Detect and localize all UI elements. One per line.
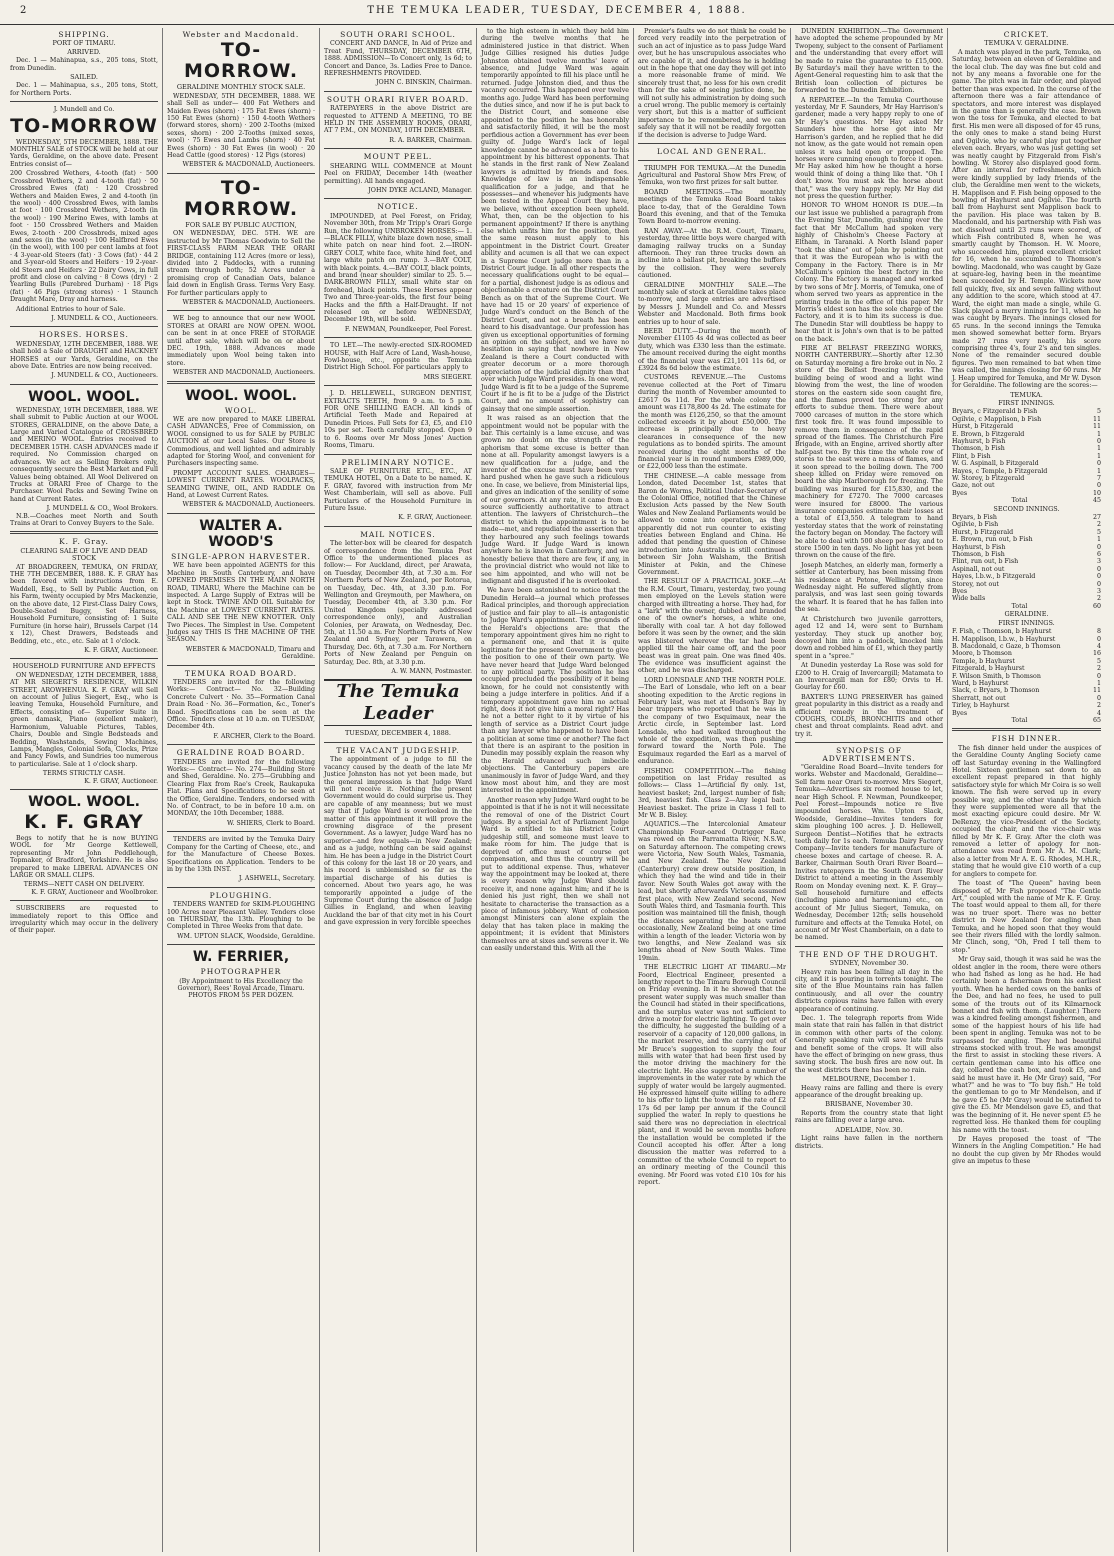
signature: J. MUNDELL & CO., Auctioneers. (51, 315, 158, 322)
runs: 2 (1096, 595, 1101, 603)
divider (324, 91, 472, 92)
issue-date: TUESDAY, DECEMBER 4, 1888. (345, 729, 451, 738)
heading: WOOL. (224, 405, 258, 415)
batsman: Byes (952, 709, 968, 717)
divider (10, 900, 158, 901)
dateline: BRISBANE, November 30. (825, 1100, 913, 1109)
column-6 (791, 28, 948, 1552)
batsman: Gaze, not out (952, 482, 995, 490)
news-item: Heavy rain has been falling all day in the city, and it is pouring in torrents tonight. The site of the Blue Mountains rain has fallen continuously, and all over the country districts copious rains have fallen with every appearance of continuing. (795, 968, 943, 1013)
dateline: SYDNEY, November 30. (829, 959, 909, 968)
runs: 4 (1096, 642, 1101, 650)
scorecard-row (952, 460, 1101, 467)
news-item: BAXTER'S LUNG PRESERVER has gained great popularity in this district as a ready and efficient remedy in the treatment of COUGHS, COLDS, BRONCHITIS and other chest and throat complaints. Read advt. and try it. (795, 693, 943, 738)
batsman: Ward, b Hayhurst (952, 679, 1009, 687)
news-item: At Christchurch two juvenile garrotters, aged 12 and 14, were sent to Burnham yesterday. They stuck up another boy, decoyed him into a paddock, knocked him down and robbed him of £1, which they partly spent in a "spree." (795, 615, 943, 660)
scorecard-row (952, 573, 1101, 580)
signature: WEBSTER & MACDONALD, Auctioneers. (182, 298, 315, 306)
runs: 2 (1096, 702, 1101, 710)
signature: F. NEWMAN, Poundkeeper, Peel Forest. (344, 325, 472, 333)
column-5 (634, 28, 791, 1552)
signature: WEBSTER & MACDONALD, Auctioneers. (182, 161, 315, 169)
runs: 1 (1096, 445, 1101, 453)
scorecard-row (952, 581, 1101, 588)
divider (167, 310, 315, 311)
news-item: GERALDINE MONTHLY SALE.—The monthly sale of stock at Geraldine takes place to-morrow, and large entries are advertised by Messrs J. Mundell and Co. and Messrs Webster and Macdonald. Both firms book entries up to hour of sale. (638, 281, 786, 326)
runs: 8 (1096, 628, 1101, 636)
scorecard-row (952, 710, 1101, 717)
runs: 5 (1096, 408, 1101, 416)
news-item: Dec. 1. The telegraph reports from Wide main state that rain has fallen in that district in common with other parts of the colony. Generally speaking rain will save late fruits and benefit some of the crops. It will also have the effect of bringing on new grass, thus saving stock. The bush fires are now out. In the west districts there has been no rain. (795, 1015, 943, 1074)
batsman: F. Fish, c Thomson, b Hayhurst (952, 628, 1052, 636)
divider (10, 789, 158, 790)
text: TENDERS WANTED for SKIM-PLOUGHING 100 Acres near Pleasant Valley. Tenders close on THURSDAY, the 13th. Ploughing to be Completed in Three Weeks from that date. (167, 901, 315, 931)
batsman: Thomson, b Fish (952, 551, 1005, 559)
text: TENDERS are invited for the following Works:— Contract— No. 32—Building Concrete Culvert · No. 35—Formation Canal Drain Road · No. 36—Formation, &c., Toner's Road. Specifications can be seen at the Office. Tenders close at 10 a.m. on TUESDAY, December 4th. (167, 678, 315, 731)
newspaper-nameplate: The Temuka Leader (324, 679, 472, 726)
divider (167, 944, 315, 945)
signature: J. ASHWELL, Secretary. (238, 875, 315, 883)
news-item: BOARD MEETINGS.—The monthly meetings of the Temuka Road Board takes place to-day, that of the Geraldine Town Board this evening, and that of the Temuka Town Board to-morrow evening. (638, 188, 786, 226)
divider (324, 742, 472, 743)
scorecard-row (952, 650, 1101, 657)
runs: 1 (1096, 467, 1101, 475)
display-heading: TO-MORROW. (183, 39, 299, 83)
page-masthead (0, 0, 1114, 25)
runs: 7 (1096, 474, 1101, 482)
runs: 0 (1096, 565, 1101, 573)
heading: CRICKET. (1003, 30, 1050, 39)
heading: THE END OF THE DROUGHT. (799, 949, 939, 959)
column-1 (6, 28, 163, 1552)
scorecard-row (952, 475, 1101, 482)
batsman: Aspinall, not out (952, 565, 1005, 573)
divider (638, 160, 786, 161)
display-heading: K. F. GRAY (24, 810, 144, 833)
heading: LOCAL AND GENERAL. (657, 147, 767, 157)
synopsis-text: "Geraldine Road Board—Invite tenders for works. Webster and Macdonald, Geraldine—Sell farm near Orari to-morrow. Mrs Siegert, Temuka—Advertises six roomed house to let, near High School. F. Newman, Poundkeeper, Peel Forest—Impounds notice re five impounded horses. Wm. Upton Slack, Woodside, Geraldine—Invites tenders for skim ploughing 100 acres. J. D. Hellewell, Surgeon Dentist—Notifies that he extracts teeth daily for 1s each. Temuka Dairy Factory Company—Invite tenders for manufacture of cheese boxes and cartage of cheese. R. A. Barker, Chairman South Orari River Board—Invites ratepayers in the South Orari River District to attend a meeting in the Assembly Room on Monday evening next. K. F. Gray—Sell household furniture and effects (including piano and harmonium) etc., on account of Mr Julius Siegert, Temuka, on Wednesday, December 12th; sells household furniture and effects at the Temuka Hotel, on account of Mr West Chamberlain, on a date to be named. (795, 764, 943, 942)
text: WE beg to announce that our new WOOL STORES at ORARI are NOW OPEN. WOOL can be sent in at once FREE of STORAGE until after sale, which will be on or about DEC. 19th, 1888. Advances made immediately upon Wool being taken into store. (167, 315, 315, 367)
runs: 0 (1096, 580, 1101, 588)
dateline: ADELAIDE, Nov. 30. (835, 1125, 903, 1134)
batsman: Storey, not out (952, 580, 999, 588)
batsman: Bryars, b Fish (952, 514, 997, 521)
divider (324, 454, 472, 455)
news-item: A REPARTEE.—In the Temuka Courthouse yesterday, Mr F. Saunders, Mr Hay Harrison's gardener, made a very happy reply to one of Mr Hay's questions. Mr Hay asked Mr Saunders how the horse got into Mr Harrison's garden, and he replied that he did not know, as the gate would not remain open unless it was held open or propped. The horses were cunning enough to force it open. Mr Hay asked him how he thought a horse would think of doing a thing like that. "Oh I don't know. You must ask the horse about that," was the very happy reply. Mr Hay did not press the question further. (795, 96, 943, 200)
batsman: Bryars, c Fitzgerald b Fish (952, 408, 1038, 416)
text: WE are now prepared to MAKE LIBERAL CASH ADVANCES, Free of Commission, on WOOL consigned to us for SALE by PUBLIC AUCTION at our Local Sales. Our Store is Commodious, and well lighted and admirably adapted for Storing Wool, and convenient for Purchasers inspecting same. (167, 416, 315, 468)
heading: MOUNT PEEL. (363, 152, 433, 162)
text: ON WEDNESDAY, 12TH DECEMBER, 1888, AT MR SIEGERT'S RESIDENCE, WILKIN STREET, AROWHENUA. K. F. GRAY will Sell on account of Julius Siegert, Esq., who is leaving Temuka, Household Furniture, and Effects, consisting of— Superior Suite in green damask, Piano (excellent maker), Harmonium, Valuable Pictures, Tables, Chairs, Double and Single Bedsteads and Bedding, Washstands, Sewing Machines, Lamps, Mangles, Colonial Sofa, Clocks, Prize and Fancy Fowls, and Sundries too numerous to particularise. Sale at 1 o'clock sharp. (10, 671, 158, 768)
news-item: THE CHINESE.—A cable message from London, dated December 1st, states that Baron de Worms, Political Under-Secretary of the Colonial Office, notified that the Chinese Exclusion Acts passed by the New South Wales and New Zealand Parliaments would be allowed to come into operation, as they apparently did not run counter to existing treaties between England and China. He added that pending the question of Chinese introduction into Australia is still continued between Sir John Walsham, the British Minister at Pekin, and the Chinese Government. (638, 472, 786, 577)
scorecard-row (952, 566, 1101, 573)
signature: MRS SIEGERT. (423, 373, 472, 381)
divider (324, 198, 472, 199)
signature: J. MUNDELL & CO., Auctioneers. (51, 372, 158, 380)
batsman: Byes (952, 489, 968, 497)
text: TO LET.—The newly-erected SIX-ROOMED HOUSE, with Half Acre of Land, Wash-house, Fowl-house, etc., opposite the Temuka District High School. For particulars apply to (324, 342, 472, 372)
heading: K. F. Gray. (59, 537, 109, 547)
scorecard-row (952, 468, 1101, 475)
divider (324, 526, 472, 527)
batsman: Fitzgerald, b Hayhurst (952, 665, 1025, 673)
runs: 10 (1092, 489, 1101, 497)
text: WEDNESDAY, 5TH DECEMBER, 1888. WE shall Sell as under— 400 Fat Wethers and Maiden Ewes (shorn) · 175 Fat Ewes (shorn) · 150 Fat Ewes (shorn) · 150 4-tooth Wethers (forward stores, shorn) · 200 2-Tooths (mixed sexes, shorn) · 200 2-Tooths (mixed sexes, wool) · 75 Ewes and Lambs (shorn) · 40 Fat Ewes (shorn) · 30 Fat Ewes (in wool) · 20 Head Cattle (good stores) · 12 Pigs (stores) (167, 92, 315, 160)
heading: SOUTH ORARI RIVER BOARD. (326, 94, 470, 104)
divider (10, 101, 158, 102)
news-item: THE ELECTRIC LIGHT AT TIMARU.—Mr Foord, Electrical Engineer, presented a lengthy report to the Timaru Borough Council on Friday evening. In it he showed that the present water supply was much smaller than the Council had stated in their specifications, and the surplus water was not sufficient to drive a motor for electric lighting. To get over the difficulty, he suggested the building of a reservoir of a capacity of 120,000 gallons, in the market reserve, and the carrying out of Mr Bruce's suggestion to supply the four mills with water that had been first used by the motor driving the machinery for the electric light. He also suggested a number of improvements in the water rate by which the supply of water would be largely augmented. He expressed himself quite willing to adhere to his offer to light the town at the rate of £2 17s 6d per lamp per annum if the Council supplied the water. In reply to questions he said there was no depreciation in electrical plant, and it would be seven months before the installation would be completed if the Council accepted his offer. After a long discussion the matter was referred to a committee of the whole Council to report to an ordinary meeting of the Council this evening. Mr Foord was voted £10 10s for his report. (638, 964, 786, 1186)
text: TENDERS are invited by the Temuka Dairy Company for the Carting of Cheese, etc., and for the Manufacture of Cheese Boxes. Specifications on Application. Tenders to be in by the 13th INST. (167, 836, 315, 873)
news-item: The toast of "The Queen" having been disposed of, Mr Fish proposed "The Gentle Art," coupled with the name of Mr K. F. Gray. The toast would appeal to them all, for there was no truer sport. There was no better district in New Zealand for angling than Temuka, and he hoped soon that they would see their rivers filled with the lordly salmon. Mr Clinch, song, "Oh, Fred I tell them to stop." (952, 880, 1101, 954)
text: PROMPT ACCOUNT SALES. CHARGES—LOWEST CURRENT RATES. WOOLPACKS, SEAMING TWINE, OIL, AND RADDLE On Hand, at Lowest Current Rates. (167, 469, 315, 500)
subheading: FOR SALE BY PUBLIC AUCTION, (185, 220, 297, 229)
runs: 16 (1092, 650, 1101, 658)
batsman: Flint, b Fish (952, 452, 991, 460)
scorecard-row (952, 490, 1101, 497)
heading: THE VACANT JUDGESHIP. (336, 745, 460, 755)
runs: 5 (1096, 657, 1101, 665)
text: N.B.—Coaches meet North and South Trains at Orari to Convey Buyers to the Sale. (10, 512, 158, 527)
scorecard-row (952, 438, 1101, 445)
text: WE have been appointed AGENTS for this Machine in South Canterbury, and have OPENED PREMISES IN THE MAIN NORTH ROAD, TIMARU, Where the Machine can be inspected. A Large Supply of Extras will be kept in Stock. TWINE AND OIL Suitable for the Machine at LOWEST CURRENT RATES. CALL AND SEE THE NEW KNOTTER. Only Two Pieces. The Simplest in Use. Competent Judges say THIS IS THE MACHINE OF THE SEASON. (167, 562, 315, 644)
news-item: RAN AWAY.—At the R.M. Court, Timaru, yesterday, three little boys were charged with damaging railway trucks on a Sunday afternoon. They ran three trucks down an incline into a ballast pit, breaking the buffers by the collision. They were severely cautioned. (638, 227, 786, 280)
innings-heading: SECOND INNINGS. (993, 504, 1060, 513)
batsman: W. G. Aspinall, b Fitzgerald (952, 460, 1039, 468)
team-heading: GERALDINE. (1004, 610, 1049, 619)
runs: 11 (1092, 415, 1101, 423)
column-4 (477, 28, 634, 1552)
divider (10, 384, 158, 385)
text: RATEPAYERS in the above District are requested to ATTEND A MEETING, TO BE HELD IN THE ASSEMBLY ROOMS, ORARI, AT 7 P.M., ON MONDAY, 10TH DECEMBER. (324, 105, 472, 135)
signature: JOHN C. BINSKIN, Chairman. (376, 79, 472, 87)
signature: K. F. GRAY, Auctioneer and Woolbroker. (31, 888, 158, 896)
editorial-text: It was raised as an objection that the appointment would not be popular with the bar. This certainly is a lame excuse, and was grown no doubt on the strength of the aphorism that some excuse is better than none at all. Popularity amongst lawyers is a new qualification for a judge, and the inventor of the excuse must have been very hard pushed when he gave such a ridiculous one. In case, we believe, from Ministerial lips, and gives an indication of the senility of some of our governors. At any rate, it came from a source sufficiently authoritative to attract attention. The lawyers of Christchurch—the district to which the appointment is to be made—met, and repudiated the assertion that they harboured any such feelings towards Judge Ward. If Judge Ward is known anywhere he is known in Canterbury, and we honestly believe that there are few, if any, in the provincial district who would not like to see him appointed, and who will not be indignant and disgusted if he is overlooked. (481, 415, 629, 586)
runs: 0 (1096, 635, 1101, 643)
display-heading: WOOL. WOOL. (28, 388, 140, 405)
page-number: 2 (20, 5, 29, 16)
signature: WEBSTER & MACDONALD, Auctioneers. (182, 501, 315, 509)
heading: GERALDINE ROAD BOARD. (176, 748, 306, 758)
divider (795, 946, 943, 947)
news-item: Light rains have fallen in the northern districts. (795, 1135, 943, 1150)
text: (By Appointment to His Excellency the Governor), Rees' Royal Arcade, Timaru. PHOTOS FROM 5S PER DOZEN. (177, 977, 305, 1000)
scorecard-row (952, 482, 1101, 489)
heading: SOUTH ORARI SCHOOL. (340, 30, 456, 39)
display-heading: TO-MORROW (10, 114, 158, 137)
editorial-text: Premier's faults we do not think he could be forced very readily into the perpetration of such an act of injustice as to pass Judge Ward over, but he has unscrupulous associates who are capable of it, and doubtless he is holding out in the hope that one day they will get into a more reasonable frame of mind. We sincerely trust that, no less for his own credit than for the sake of seeing justice done, he will not sully his administration by doing such a cruel wrong. The public memory is certainly very short, but this is a matter of sufficient importance to be remembered, and we can safely say that it will not be readily forgotten if the decision is adverse to Judge Ward. (638, 28, 786, 139)
scorecard-table (952, 628, 1101, 724)
editorial-text: to the high esteem in which they held him during the twelve months that he administered justice in that district. When Judge Gillies resigned his duties Judge Johnston obtained twelve months' leave of absence, and Judge Ward was again temporarily appointed to fill his place until he returned. Judge Johnston died, and thus the vacancy occurred. This happened over twelve months ago. Judge Ward has been performing the duties since, and now if he is put back to the District Court, and someone else appointed to the position he has honorably and satisfactorily filled, it will be the most perfidious action a Government has ever been guilty of. Judge Ward's lack of legal knowledge cannot be advanced as a bar to his appointment by his bitterest opponents. That he stands in the first rank of New Zealand lawyers is admitted by friends and foes. Knowledge of law is an indispensable qualification for a judge, and that he possesses—and whenever his judgments have been tested in the Appeal Court they have, we believe, without exception been upheld. What, then, can be the objection to his permanent appointment? If there is anything else which unfits him for the position, then the same reason must apply to his appointment in the District Court. Greater ability and acumen is all that we can expect in a Supreme Court judge more than in a District Court judge. In all other respects the necessary qualifications ought to be equal—for a partial, dishonest judge is as odious and objectionable a creature on the District Court Bench as on that of the Supreme Court. We have had 15 or 20 years' of experience of Judge Ward's conduct on the Bench of the District Court, and not a breath has been heard to his disadvantage. Our profession has given us exceptional opportunities of forming an opinion on the subject, and we have no hesitation in saying that nowhere in New Zealand is there a Court conducted with greater decorum or a more thorough appreciation of the judicial dignity than that over which Judge Ward presides. In one word, Judge Ward is fit to be a judge of the Supreme Court if he is fit to be a judge of the District Court, and no amount of sophistry can gainsay that one simple assertion. (481, 28, 629, 413)
scorecard-table (952, 514, 1101, 610)
runs: 3 (1096, 588, 1101, 596)
scorecard-row (952, 558, 1101, 565)
scorecard-row (952, 445, 1101, 452)
text: IMPOUNDED, at Peel Forest, on Friday, November 30th, from Mr Tripp's Orari Gorge Run, the following UNBROKEN HORSES:— 1.—BLACK FILLY, white blaze down nose, small white patch on near hind foot. 2.—IRON-GREY COLT, white face, white hind feet, and large white patch on rump. 3.—BAY COLT, with black points. 4.—BAY COLT, black points, and brand (near shoulder) similar to 25. 5.—DARK-BROWN FILLY, small white star on forehead, black points. These Horses appear Two and Three-year-olds, the first four being Hacks and the fifth a Half-Draught. If not released on or before WEDNESDAY, December 19th, will be sold. (324, 212, 472, 324)
runs: 1 (1096, 452, 1101, 460)
batsman: Ogilvie, c Mapplison, b Fish (952, 415, 1042, 423)
scorecard-row (952, 514, 1101, 521)
subheading: PORT OF TIMARU. (52, 39, 116, 48)
runs: 4 (1096, 709, 1101, 717)
runs: 27 (1092, 514, 1101, 521)
heading: PHOTOGRAPHER (200, 967, 282, 977)
divider (952, 728, 1101, 731)
divider (167, 744, 315, 745)
signature: K. F. GRAY, Auctioneer. (398, 514, 472, 522)
scorecard-row (952, 636, 1101, 643)
heading: PLOUGHING. (209, 890, 273, 900)
scorecard-total: Total 45 (1011, 497, 1101, 505)
text: The letter-box will be cleared for despatch of correspondence from the Temuka Post Office to the undermentioned places as follow:— For Auckland, direct, per Arawata, on Tuesday, December 4th, at 7.30 a.m. For Northern Ports of New Zealand, per Rotorua, on Tuesday, Dec. 4th, at 3.30 p.m. For Wellington and Greymouth, per Mawhera, on Tuesday, December 4th, at 3.30 p.m. For United Kingdom (specially addressed correspondence only), and Australian Colonies, per Arawata, on Wednesday, Dec. 5th, at 11.50 a.m. For Northern Ports of New Zealand and Sydney, per Tarawera, on Thursday, Dec. 6th, at 7.30 a.m. For Northern Ports of New Zealand per Penguin on Saturday, Dec. 8th, at 3.30 p.m. (324, 540, 472, 666)
scorecard-row (952, 536, 1101, 543)
batsman: E. Brown, run out, b Fish (952, 536, 1033, 544)
subheading: GERALDINE MONTHLY STOCK SALE. (176, 83, 306, 92)
scorecard-row (952, 588, 1101, 595)
text: SHEARING WILL COMMENCE at Mount Peel on FRIDAY, December 14th (weather permitting). All hands engaged. (324, 162, 472, 185)
runs: 0 (1096, 672, 1101, 680)
divider (324, 148, 472, 149)
news-item: Joseph Matches, an elderly man, formerly a settler at Canterbury, has been missing from his residence at Petone, Wellington, since Wednesday night. He suffered slightly from paralysis, and was last seen going towards the wharf. It is feared that he has fallen into the sea. (795, 561, 943, 614)
batsman: E. Brown, b Fitzgerald (952, 430, 1025, 438)
runs: 6 (1096, 551, 1101, 559)
team-heading: TEMUKA. (1010, 390, 1043, 399)
stock-list: 200 Crossbred Wethers, 4-tooth (fat) · 500 Crossbred Wethers, 2 and 4-tooth (fat) · 50 Crossbred Ewes (fat) · 120 Crossbred Wethers and Maiden Ewes, 2 and 4-tooth (in the wool) · 400 Crossbred Ewes, with lambs at foot · 100 Crossbred Wethers, 2-tooth (in the wool) · 190 Merino Ewes, with lambs at foot · 150 Crossbred Wethers and Maiden Ewes, 2-tooth · 200 Crossbreds, mixed ages and sexes (in the wool) · 100 Halfbred Ewes (in the wool), with 100 per cent lambs at foot · 4 3-year-old Steers (fat) · 3 Cows (fat) · 44 2 and 3-year-old Steers and Heifers · 19 2-year-old Steers and Heifers · 22 Dairy Cows, in full profit and close on calving · 8 Cows (dry) · 2 Yearling Bulls (Purebred Durham) · 18 Pigs (fat) · 46 Pigs (strong stores) · 1 Staunch Draught Mare, Dray and harness. (10, 170, 158, 304)
batsman: Hayes, c Temple, b Fitzgerald (952, 467, 1048, 475)
text: ON WEDNESDAY, DEC. 5TH. WE are instructed by Mr Thomas Goodwin to Sell the FIRST-CLASS FARM NEAR THE ORARI BRIDGE, containing 112 Acres (more or less), divided into 2 Paddocks, with a running stream through both; 52 Acres under a promising crop of Canadian Oats, balance laid down in English Grass. Terms Very Easy. For further particulars apply to (167, 230, 315, 297)
scorecard-row (952, 658, 1101, 665)
heading: HORSES. HORSES. (39, 330, 129, 340)
signature: WEBSTER AND MACDONALD, Auctioneers. (173, 369, 315, 377)
batsman: F. Wilson Smith, b Thomson (952, 672, 1041, 680)
news-item: HONOR TO WHOM HONOR IS DUE.—In our last issue we published a paragraph from the Evening Star, Dunedin, gushing over the fact that Mr McCallum had spoken very highly of Chisholm's Cheese Factory at Eltham, in Taranaki. A North Island paper "took the shine" out of John by pointing out that it was the European who is with the Company in the Factory. There is in Mr McCallum's opinion the best factory in the Colony. The Factory is managed and worked by two sons of Mr J. Morris, of Temuka, one of whom served two years as apprentice in the printing trade in the office of this paper. Mr Morris's eldest son has the sole charge of the Factory, and it is to him its success is due. The Dunedin Star will doubtless be happy to hear that it is John's own that is to be patted on the back. (795, 202, 943, 343)
divider (324, 337, 472, 338)
signature: JOHN DYKE ACLAND, Manager. (368, 186, 472, 194)
divider (10, 531, 158, 534)
scorecard-row (952, 628, 1101, 635)
text: TENDERS are invited for the following Works:— Contract— No. 274—Building Store and Shed, Geraldine. No. 275—Grubbing and Clearing Flax from Rae's Creek, Raukapuka Flat. Plans and Specifications to be seen at the Office, Geraldine. Tenders, endorsed with No. of Contract, to be in before 10 a.m. on MONDAY, the 10th December, 1888. (167, 758, 315, 818)
scorecard-table (952, 408, 1101, 504)
text: J. D. HELLEWELL, SURGEON DENTIST, EXTRACTS TEETH, from 9 a.m. to 5 p.m. FOR ONE SHILLING EACH. All kinds of Artificial Teeth Made and Repaired at Dunedin Prices. Full Sets for £3, £5, and £10 10s per set. Teeth carefully stopped. Open 9 to 6. Rooms over Mr Moss Jones' Auction Rooms, Timaru. (324, 390, 472, 450)
scorecard-row (952, 423, 1101, 430)
scorecard-row (952, 408, 1101, 415)
text: WEDNESDAY, 19TH DECEMBER, 1888. WE shall submit to Public Auction at our WOOL STORES, GERALDINE, on the above Date, a Large and Varied Catalogue of CROSSBRED and MERINO WOOL. Entries received to DECEMBER 15TH. CASH ADVANCES made if required. No Commission charged on advances. We act as Selling Brokers only, consequently secure the Best Market and Full Values being obtained. All Wool Delivered on Trucks at ORARI Free of Charge to the Purchaser. Wool Packs and Sewing Twine on hand at Current Rates. (10, 406, 158, 503)
scorecard-row (952, 551, 1101, 558)
scorecard-row (952, 665, 1101, 672)
scorecard-row (952, 673, 1101, 680)
scorecard-row (952, 453, 1101, 460)
scorecard-row (952, 521, 1101, 528)
heading: SINGLE-APRON HARVESTER. (171, 551, 311, 561)
text: Begs to notify that he is now BUYING WOOL for Mr George Kettlewell, representing Mr John Peddlehough, Topmaker, of Bradford, Yorkshire. He is also prepared to make LIBERAL ADVANCES ON LARGE OR SMALL CLIPS. (10, 834, 158, 879)
batsman: Byes (952, 588, 968, 596)
scorecard-row (952, 695, 1101, 702)
column-3 (320, 28, 477, 1552)
runs: 0 (1096, 573, 1101, 581)
news-item: A match was played in the park, Temuka, on Saturday, between an eleven of Geraldine and the local club. The day was fine but cold and not by any means a favorable one for the game. The pitch was in fair order, and played better than was expected. In the course of the afternoon there was a fair attendance of spectators, and more interest was displayed in the game than is generally the case. Brown won the toss for Temuka, and elected to bat first. His men were all disposed of for 45 runs, the only ones to make a stand being Hurst and Ogilvie, who by careful play put together eleven each. Bryars, who was just getting set was neatly caught by Fitzgerald from Fish's bowling. W. Storey also displayed good form. After an interval for refreshments, which were kindly supplied by lady friends of the club, the Geraldine men went to the wickets, H. Mapplison and F. Fish being opposed to the bowling of Hayhurst and Ogilvie. The fourth ball from Hayhurst sent Mapplison back to the pavilion. His place was taken by B. Macdonald, and his partnership with Fish was not dissolved until 23 runs were scored, of which Fish contributed 8, when he was smartly caught by Thomson. H. W. Moore, who succeeded him, played excellent cricket for 16, when he succumbed to Thomson's bowling. Macdonald, who was caught by Gaze at square-leg, having been in the meantime been succeeded by H. Temple. Wickets now fell quickly, five, six and seven falling without any addition to the score, which stood at 47. Ward, the eight man made a single, while G. Slack played a merry innings for 11, when he was caught by Bryars. The innings closed for 65 runs. In the second innings the Temuka men showed somewhat better form. Bryars made 27 runs very neatly, his score comprising three 4's, four 2's and ten singles. None of the remainder secured double figures. Two men remained to bat when time was called, the innings closing for 60 runs. Mr J. Heap umpired for Temuka, and Mr W. Dyson for Geraldine. The following are the scores:— (952, 48, 1101, 390)
columns (6, 28, 1108, 1552)
heading: NOTICE. (377, 202, 419, 212)
runs: 11 (1092, 423, 1101, 431)
scorecard-row (952, 687, 1101, 694)
news-item: LORD LONSDALE AND THE NORTH POLE.—The Earl of Lonsdale, who left on a bear shooting expedition to the Arctic regions in February last, was met at Hudson's Bay by bear trappers who reported that he was in the company of two Esquimaux, near the Arctic circle, in September last. Lord Lonsdale, who had walked throughout the whole of the expedition, was then pushing forward toward the North Pole. The Esquimaux regarded the Earl as a marvel of endurance. (638, 676, 786, 766)
display-heading: TO-MORROW. (183, 176, 299, 220)
subheading: CLEARING SALE OF LIVE AND DEAD STOCK (20, 546, 148, 563)
batsman: Wide balls (952, 595, 986, 603)
heading: FISH DINNER. (991, 734, 1062, 744)
advertiser: J. Mundell and Co. (53, 105, 115, 114)
news-item: The fish dinner held under the auspices of the Geraldine County Angling Society came off last Saturday evening in the Wallingford Hotel. Sixteen gentlemen sat down to an excellent repast prepared in that highly satisfactory style for which Mr Coira is so well known. The fish were served up in every possible way, and the other viands by which they were supplemented were all that the most exacting epicure could desire. Mr W. DeRenzy, the vice-President of the Society, occupied the chair, and the vice-chair was filled by Mr K. F. Gray. After the cloth was removed a letter of apology for non-attendance was read from Mr A. M. Clark; also a letter from Mr A. E. G. Rhodes, M.H.R., stating that he would give £10 worth of a cup for anglers to compete for. (952, 744, 1101, 878)
news-item: FIRE AT BELFAST FREEZING WORKS, NORTH CANTERBURY.—Shortly after 12.30 on Saturday morning a fire broke out in No. 2 store of the Belfast freezing works. The building being of wood and a light wind blowing from the west, the line of wooden stores on the eastern side soon caught fire, and the flames proved too strong for any efforts to subdue them. There were about 7000 carcases of mutton in the store which first took fire. It was found impossible to remove them in consequence of the rapid spread of the flames. The Christchurch Fire Brigade, with an Engine, arrived shortly after half-past two. By this time the whole row of stores to the east were a mass of flames, and it soon spread to the boiling down. The 700 sheep killed on Friday were removed on board the ship Marlborough for freezing. The building was insured for £15,830, and the machinery for £7270. The 7000 carcases were insured for £8000. The various insurance companies estimate their losses at a total of £13,550. A telegram to hand yesterday states that the work of reinstating the factory began on Monday. The factory will be able to deal with 500 sheep per day, and to store 1500 in ten days. No light has yet been thrown on the cause of the fire. (795, 345, 943, 560)
divider (795, 742, 943, 743)
text: Dec. 1 — Mahinapua, s.s., 205 tons, Stott, for Northern Ports. (10, 82, 158, 97)
innings-heading: FIRST INNINGS. (998, 618, 1055, 627)
notice: SUBSCRIBERS are requested to immediately report to this Office and irregularity which may occur in the delivery of their paper. (10, 905, 158, 935)
dateline: MELBOURNE, December 1. (822, 1075, 916, 1084)
scorecard-row (952, 416, 1101, 423)
batsman: Sherratt, not out (952, 694, 1006, 702)
heading: TEMUKA ROAD BOARD. (184, 668, 298, 678)
scorecard-row (952, 529, 1101, 536)
scorecard-total: Total 65 (1011, 716, 1101, 724)
signature: K. F. GRAY, Auctioneer. (84, 647, 158, 655)
subheading: SAILED. (70, 73, 98, 82)
runs: 0 (1096, 694, 1101, 702)
batsman: Hayhurst, b Fish (952, 543, 1006, 551)
batsman: Thomson, b Fish (952, 445, 1005, 453)
runs: 2 (1096, 665, 1101, 673)
divider (167, 381, 315, 384)
news-item: At Dunedin yesterday La Rose was sold for £200 to H. Craig of Invercargill; Matamata to an Invercargill man for £80; Orvis to H. Gourlay for £60. (795, 662, 943, 692)
signature: R. A. BARKER, Chairman. (389, 136, 472, 144)
signature: W. SHIERS, Clerk to Board. (226, 819, 315, 827)
editorial-text: We have been astonished to notice that the Dunedin Herald—a journal which professes Radical principles, and thorough appreciation of justice and fair play to all—is antagonistic to Judge Ward's appointment. The grounds of the Herald's objections are: that the temporary appointment gives him no right to a permanent one, and that it is quite legitimate for the present Government to give the position to one of their own party. We have never heard that Judge Ward belonged to any political party. The position he has occupied precluded the possibility of it being known, for he could not consistently with being a judge interfere in politics. And if a temporary appointment gave him no actual right, does it not give him a moral right? Has he not a better right to it by virtue of his length of service as a District Court judge than any lawyer who happened to have been a politician at some time or another? The fact that there is an aspirant to the position in Dunedin may possibly explain the reason why the Herald advanced such imbecile objections. The Canterbury papers are unanimously in favor of Judge Ward, and they know most about him, and they are most interested in the appointment. (481, 587, 629, 795)
display-heading: WOOL. WOOL. (28, 793, 140, 810)
batsman: Hayes, l.b.w., b Fitzgerald (952, 573, 1036, 581)
runs: 0 (1096, 437, 1101, 445)
scorecard-row (952, 643, 1101, 650)
batsman: W. Storey, b Fitzgerald (952, 474, 1025, 482)
subheading: ARRIVED. (67, 47, 101, 56)
text: Additional Entries to hour of Sale. (16, 305, 126, 313)
runs: 5 (1096, 528, 1101, 536)
news-item: CUSTOMS REVENUE.—The Customs revenue collected at the Port of Timaru during the month of November amounted to £2617 0s 11d. For the whole colony the amount was £178,800 4s 2d. The estimate for the month was £126,250, so that the amount collected exceeds it by about £50,000. The increase is principally due to heavy clearances in consequence of the new regulations as to bonded spirits. The amount received during the eight months of the financial year is in round numbers £989,000, or £22,000 less than the estimate. (638, 374, 786, 471)
signature: WEBSTER & MACDONALD, Timaru and Geraldine. (185, 645, 315, 661)
divider (638, 143, 786, 144)
batsman: Temple, b Hayhurst (952, 657, 1015, 665)
divider (324, 385, 472, 386)
divider (167, 173, 315, 174)
news-item: BEER DUTY.—During the month of November £1105 4s 4d was collected as beer duty, which was £330 less than the estimate. The amount received during the eight months of the financial year was £21,101 11s 6d, or £3924 8s 6d below the estimate. (638, 328, 786, 373)
news-item: Reports from the country state that light rains are falling over a large area. (795, 1109, 943, 1125)
text: SALE OF FURNITURE ETC., ETC., AT TEMUKA HOTEL, On a Date to be named. K. F. GRAY, favored with instruction from Mr West Chamberlain, will sell as above. Full Particulars of the Household Furniture in Future Issue. (324, 467, 472, 512)
batsman: Slack, c Bryars, b Thomson (952, 687, 1040, 695)
scorecard-row (952, 680, 1101, 687)
batsman: Ogilvie, b Fish (952, 521, 999, 529)
display-heading: WALTER A. WOOD'S (199, 517, 283, 550)
runs: 2 (1096, 521, 1101, 529)
innings-heading: FIRST INNINGS. (998, 398, 1055, 407)
heading: PRELIMINARY NOTICE. (341, 457, 455, 467)
heading: Webster and Macdonald. (182, 30, 300, 39)
scorecard-row (952, 595, 1101, 602)
news-item: FISHING COMPETITION.—The fishing competition on last Friday resulted as follows:— Class 1—Artificial fly only. 1st, heaviest basket; 2nd, largest number of fish; 3rd, heaviest fish. Class 2—Any legal bait. Heaviest basket. The prize in Class 1 fell to Mr W. B. Bisley. (638, 767, 786, 820)
heading: SYNOPSIS OF ADVERTISEMENTS. (822, 746, 916, 763)
heading: SHIPPING. (58, 30, 110, 39)
display-heading: WOOL. WOOL. (185, 387, 297, 404)
scorecard-row (952, 431, 1101, 438)
scorecard-row (952, 702, 1101, 709)
subheading: TEMUKA V. GERALDINE. (984, 39, 1069, 48)
batsman: Hurst, b Fitzgerald (952, 528, 1014, 536)
runs: 11 (1092, 687, 1101, 695)
terms: TERMS—NETT CASH ON DELIVERY. (23, 881, 145, 889)
heading: MAIL NOTICES. (360, 529, 436, 539)
batsman: Moore, b Thomson (952, 650, 1012, 658)
text: CONCERT AND DANCE, In Aid of Prize and Treat Fund, THURSDAY, DECEMBER 6TH, 1888. ADMISSION—To Concert only, 1s 6d; to Concert and Dance, 3s. Ladies Free to Dance. REFRESHMENTS PROVIDED. (324, 40, 472, 78)
editorial-text: Another reason why Judge Ward ought to be appointed is that if he is not it will necessitate the removal of one of the District Court judges. By a special Act of Parliament Judge Ward is entitled to his District Court judgeship still, and someone must leave to make room for him. The judge that is deprived of office must of course get compensation, and thus the country will be put to additional expense. Thus, whatever way the appointment may be looked at, there is every reason why Judge Ward should receive it, and none against him; and if he is denied his just right, then we shall not hesitate to characterise the transaction as a piece of infamous jobbery. Want of cohesion amongst Ministers can alone explain the delay that has taken place in making the appointment; it is evident that Ministers themselves are at sixes and sevens over it. We can easily understand this. With all the (481, 796, 629, 952)
masthead-title: THE TEMUKA LEADER, TUESDAY, DECEMBER 4, 1888. (367, 5, 747, 16)
divider (167, 887, 315, 888)
divider (167, 665, 315, 666)
text: WEDNESDAY, 12TH DECEMBER, 1888. WE shall hold a Sale of DRAUGHT and HACKNEY HORSES at our Yards, Geraldine, on the above Date. Entries are now being received. (10, 340, 158, 371)
news-item: Mr Gray said, though it was said he was the oldest angler in the room, there were others who had fished as long as he had. He had certainly been a fisherman from his earliest youth. When he herded cows on the banks of the Dee, and had no fees, he used to pull some of the trouts out of its Kilmarnock bonnet and fish with them. (Laughter.) There was a kindred feeling amongst fishermen, and some of the happiest hours of his life had been spent in angling. Temuka was not to be surpassed for angling. They had beautiful streams stocked with trout. He was amongst the first to assist in stocking these rivers. A certain gentleman came into his office one day, collared the cash box, and took £5, and said he must have it. He (Mr Gray) said, "For what?" and he was to "To buy fish." He told the gentleman to go to Mr Mendelson, and if he gave £5 he (Mr Gray) would be satisfied to give the £5. Mr Mendelson gave £5, and that was the beginning of it. He never spent £5 he regretted less. He thanked them for coupling his name with the toast. (952, 956, 1101, 1134)
news-item: Dr Hayes proposed the toast of "The Winners in the Angling Competition." He had no doubt the cup given by Mr Rhodes would give an impetus to these (952, 1135, 1101, 1166)
news-item: Heavy rains are falling and there is every appearance of the drought breaking up. (795, 1084, 943, 1100)
scorecard-row (952, 544, 1101, 551)
runs: 0 (1096, 460, 1101, 468)
subheading: HOUSEHOLD FURNITURE AND EFFECTS (12, 662, 156, 671)
divider (10, 326, 158, 327)
runs: 3 (1096, 558, 1101, 566)
runs: 1 (1096, 430, 1101, 438)
signature: WM. UPTON SLACK, Woodside, Geraldine. (177, 932, 315, 940)
divider (10, 658, 158, 659)
scorecard-total: Total 60 (1011, 602, 1101, 610)
text: WEDNESDAY, 5TH DECEMBER, 1888. THE MONTHLY SALE of STOCK will be held at our Yards, Geraldine, on the above date. Present Entries consist of— (10, 138, 158, 168)
batsman: Hurst, b Fitzgerald (952, 423, 1014, 431)
signature: J. MUNDELL & CO., Wool Brokers. (46, 505, 158, 513)
text: AT BROADGREEN, TEMUKA, ON FRIDAY, THE 7TH DECEMBER, 1888. K. F. GRAY has been favored with instructions from E. Waddell, Esq., to Sell by Public Auction, on his Farm, twenty occupied by Mrs Mackenzie, on the above date, 12 First-Class Dairy Cows, Double-Seated Buggy, Set Harness, Household Furniture, consisting of: 1 Suite Furniture (in horse hair), Brussels Carpet (14 x 12), Chest Drawers, Bedsteads and Bedding, etc., etc., etc. Sale at 1 o'clock. (10, 563, 158, 645)
text: Dec. 1 — Mahinapua, s.s., 205 tons, Stott, from Dunedin. (10, 57, 158, 72)
runs: 1 (1096, 679, 1101, 687)
batsman: Hayhurst, b Fish (952, 437, 1006, 445)
news-item: TRIUMPH FOR TEMUKA.—At the Dunedin Agricultural and Pastoral Show Mrs Frew, of Temuka, won two first prizes for salt butter. (638, 164, 786, 187)
runs: 0 (1096, 543, 1101, 551)
display-heading: W. FERRIER, (192, 949, 290, 966)
signature: A. W. MANN, Postmaster. (391, 668, 472, 676)
column-2 (163, 28, 320, 1552)
divider (167, 831, 315, 832)
batsman: Flint, run out, b Fish (952, 558, 1019, 566)
batsman: Tirley, b Hayhurst (952, 702, 1010, 710)
signature: F. ARCHER, Clerk to the Board. (213, 732, 315, 740)
news-item: DUNEDIN EXHIBITION.—The Government have adopted the scheme propounded by Mr Twopeny, subject to the consent of Parliament and the understanding that every effort will be made to raise the guarantee to £15,000. By Saturday's mail they have written to the Agent-General requesting him to ask that the British loan collection of pictures be forwarded to the Dunedin Exhibition. (795, 28, 943, 95)
runs: 1 (1096, 536, 1101, 544)
runs: 0 (1096, 482, 1101, 490)
editorial-text: The appointment of a judge to fill the vacancy caused by the death of the late Mr Justice Johnston has not yet been made, but the general impression is that Judge Ward will not receive it. Nothing the present Government would do could surprise us. They are capable of any meanness; but we must say that if Judge Ward is overlooked in the matter of this appointment it will prove the crowning disgrace of the present Government. As a lawyer, Judge Ward has no superior—and few equals—in New Zealand; and as a judge, nothing can be said against him. He has been a judge in the District Court of this colony for the last 18 or 20 years, and his record is unblemished so far as the impartial discharge of his duties is concerned. About two years ago, he was temporarily appointed a judge of the Supreme Court during the absence of Judge Gillies in England, and when leaving Auckland the bar of that city met in his Court and gave expression in very forcible speeches (324, 756, 472, 927)
signature: K. F. GRAY, Auctioneer. (84, 777, 158, 785)
divider (167, 513, 315, 514)
column-7 (948, 28, 1105, 1552)
batsman: B. Macdonald, c Gaze, b Thomson (952, 642, 1061, 650)
terms: TERMS STRICTLY CASH. (42, 770, 126, 778)
news-item: AQUATICS.—The Intercolonial Amateur Championship Four-oared Outrigger Race was rowed on the Parramatta River, N.S.W., on Saturday afternoon. The competing crews were Victoria, New South Wales, Tasmania, and New Zealand. The New Zealand (Canterbury) crew drew outside position, in which they had the wind and tide in their favor. New South Wales got away with the lead, but shortly afterwards Victoria assumed first place, with New Zealand second, New South Wales third, and Tasmania fourth. This position was maintained till the finish, though the distances separating the boats varied occasionally, New Zealand being at one time within a length of the leader. Victoria won by two lengths, and New Zealand was six lengths ahead of New South Wales. Time 19min. (638, 821, 786, 962)
batsman: H. Mapplison, l.b.w., b Hayhurst (952, 635, 1056, 643)
news-item: THE RESULT OF A PRACTICAL JOKE.—At the R.M. Court, Timaru, yesterday, two young men employed on the Levels station were charged with illtreating a horse. They had, for a "lark" with the owner, dubbed and branded one of the owner's horses, a white one, liberally with coal tar. A hot day followed before it was seen by the owner, and the skin was blistered wherever the tar had been applied till the hair came off, and the poor beast was in great pain. One was fined 40s. The evidence was insufficient against the other, and he was discharged. (638, 578, 786, 675)
